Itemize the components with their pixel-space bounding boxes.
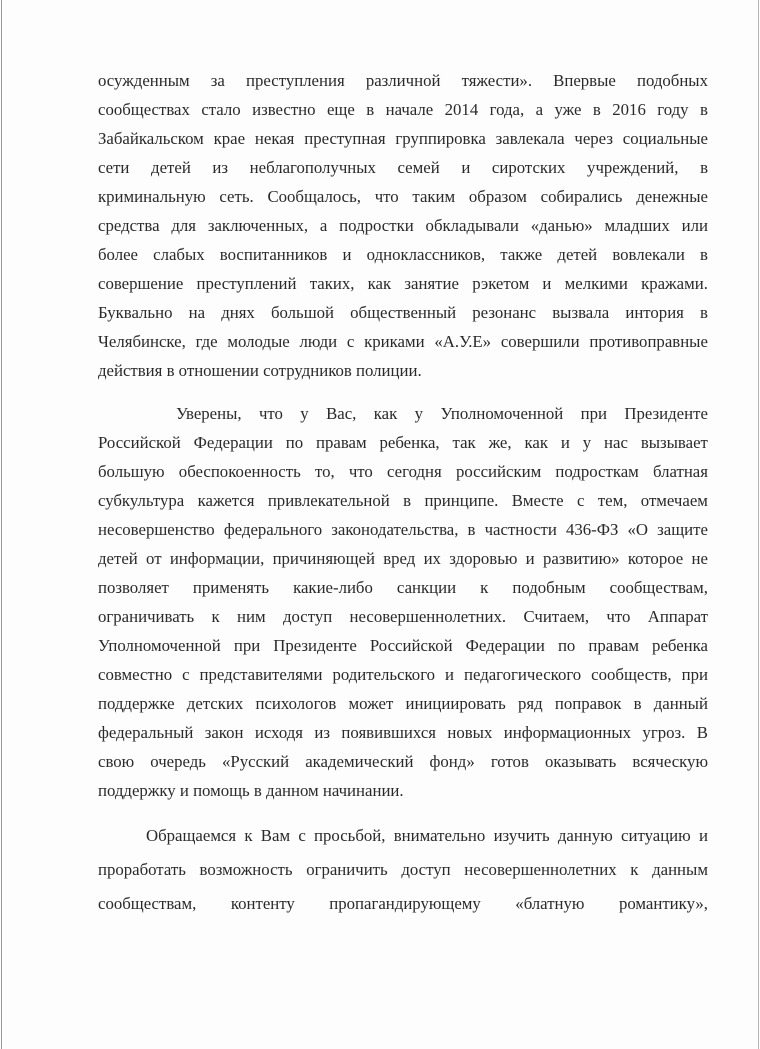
text-line: несовершенство федерального законодательства, в частности 436-ФЗ «О защите	[98, 520, 708, 539]
text-line: проработать возможность ограничить доступ несовершеннолетних к данным	[98, 860, 708, 879]
text-line: поддержку и помощь в данном начинании.	[98, 781, 404, 800]
text-line: Уполномоченной при Президенте Российской Федерации по правам ребенка	[98, 636, 708, 655]
text-line: сообществах стало известно еще в начале 2014 года, а уже в 2016 году в	[98, 100, 708, 119]
paragraph-1	[98, 66, 708, 385]
text-line: позволяет применять какие-либо санкции к подобным сообществам,	[98, 578, 708, 597]
text-line: совместно с представителями родительского и педагогического сообществ, при	[98, 665, 708, 684]
paragraph-2	[98, 399, 708, 805]
text-line: большую обеспокоенность то, что сегодня российским подросткам блатная	[98, 462, 708, 481]
text-line: Российской Федерации по правам ребенка, так же, как и у нас вызывает	[98, 433, 708, 452]
text-line: федеральный закон исходя из появившихся новых информационных угроз. В	[98, 723, 708, 742]
paragraph-3	[98, 819, 708, 921]
text-line: криминальную сеть. Сообщалось, что таким образом собирались денежные	[98, 187, 708, 206]
text-line: Забайкальском крае некая преступная группировка завлекала через социальные	[98, 129, 708, 148]
text-line: осужденным за преступления различной тяжести». Впервые подобных	[98, 71, 708, 90]
letter-body	[98, 66, 708, 921]
text-line: совершение преступлений таких, как занятие рэкетом и мелкими кражами.	[98, 274, 708, 293]
text-line: сети детей из неблагополучных семей и сиротских учреждений, в	[98, 158, 708, 177]
text-line: Буквально на днях большой общественный резонанс вызвала интория в	[98, 303, 708, 322]
page-left-border	[1, 0, 2, 1049]
text-line: свою очередь «Русский академический фонд» готов оказывать всяческую	[98, 752, 708, 771]
text-line: субкультура кажется привлекательной в принципе. Вместе с тем, отмечаем	[98, 491, 708, 510]
text-line: ограничивать к ним доступ несовершеннолетних. Считаем, что Аппарат	[98, 607, 708, 626]
text-line: действия в отношении сотрудников полиции.	[98, 361, 422, 380]
text-line: поддержке детских психологов может инициировать ряд поправок в данный	[98, 694, 708, 713]
text-line: Уверены, что у Вас, как у Уполномоченной при Президенте	[176, 404, 708, 423]
text-line: сообществам, контенту пропагандирующему «блатную романтику»,	[98, 894, 708, 913]
text-line: более слабых воспитанников и одноклассников, также детей вовлекали в	[98, 245, 708, 264]
text-line: Обращаемся к Вам с просьбой, внимательно изучить данную ситуацию и	[146, 826, 708, 845]
page-right-border	[758, 0, 759, 1049]
text-line: Челябинске, где молодые люди с криками «А.У.Е» совершили противоправные	[98, 332, 708, 351]
text-line: детей от информации, причиняющей вред их здоровью и развитию» которое не	[98, 549, 708, 568]
text-line: средства для заключенных, а подростки обкладывали «данью» младших или	[98, 216, 708, 235]
